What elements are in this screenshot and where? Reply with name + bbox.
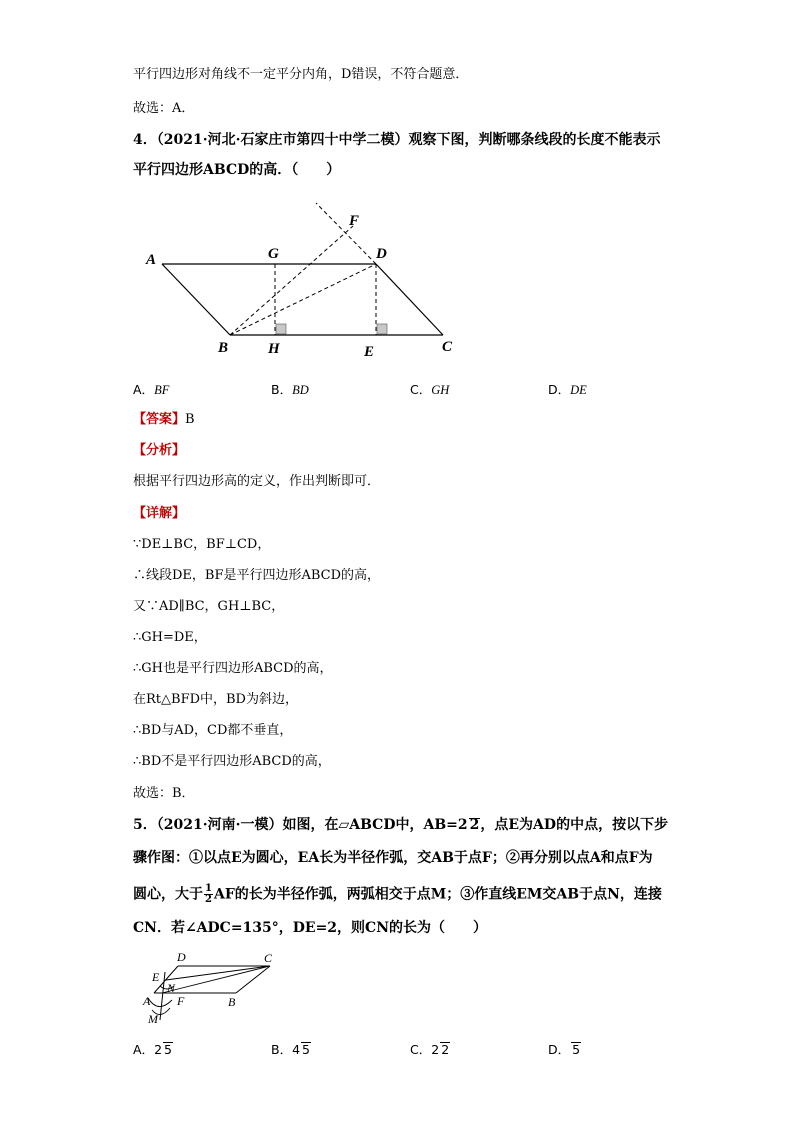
q4-stem-line1: 4．（2021·河北·石家庄市第四十中学二模）观察下图，判断哪条线段的长度不能表示	[133, 132, 661, 148]
q5-stem-text: 圆心，大于	[133, 886, 203, 903]
q4-option-b[interactable]	[271, 380, 309, 398]
answer-value: B	[185, 412, 195, 427]
option-coefficient: 2	[154, 1042, 163, 1057]
q5-stem-text: AF的长为半径作弧，两弧相交于点M；③作直线EM交AB于点N，连接	[213, 886, 662, 903]
radical: 5	[302, 1042, 310, 1057]
option-letter: A．	[133, 382, 155, 397]
option-text: DE	[570, 383, 587, 397]
q4-answer	[133, 412, 195, 428]
label-m: M	[148, 1012, 158, 1026]
radical: 5	[164, 1042, 172, 1057]
q4-detail-line: ∴BD不是平行四边形ABCD的高，	[133, 754, 331, 769]
option-letter: B．	[271, 382, 293, 397]
q5-option-a[interactable]	[133, 1040, 173, 1058]
label-b: B	[218, 340, 229, 356]
option-coefficient: 2	[431, 1042, 440, 1057]
fraction-numerator: 1	[205, 883, 212, 894]
q4-detail-line: 故选：B．	[133, 786, 195, 801]
prev-explanation-line: 平行四边形对角线不一定平分内角，D错误，不符合题意．	[133, 67, 469, 82]
q4-option-c[interactable]	[410, 380, 449, 398]
q4-detail-line: ∵DE⊥BC，BF⊥CD，	[133, 537, 271, 552]
q4-option-d[interactable]	[548, 380, 587, 398]
q4-analysis-tag: 【分析】	[133, 443, 186, 458]
q5-stem-line2: 骤作图：①以点E为圆心，EA长为半径作弧，交AB于点F；②再分别以点A和点F为	[133, 850, 653, 866]
label-n: N	[167, 981, 176, 995]
label-c: C	[264, 951, 273, 965]
q5-stem-text: ，点E为AD的中点，按以下步	[480, 817, 669, 833]
radical: 2	[441, 1042, 450, 1057]
label-c: C	[442, 339, 453, 355]
fraction	[204, 884, 213, 905]
q4-detail-line: 在Rt△BFD中，BD为斜边，	[133, 692, 298, 707]
q4-detail-line: 又∵AD∥BC，GH⊥BC，	[133, 599, 285, 614]
option-letter: A．	[133, 1042, 155, 1057]
q4-parallelogram-figure	[140, 198, 470, 363]
option-text: GH	[431, 383, 450, 397]
label-g: G	[268, 246, 279, 262]
option-letter: C．	[410, 382, 432, 397]
q5-stem-line1	[133, 817, 668, 833]
q4-detail-line: ∴GH=DE，	[133, 630, 207, 645]
label-f: F	[177, 994, 185, 1008]
label-a: A	[143, 994, 151, 1008]
q4-analysis-text: 根据平行四边形高的定义，作出判断即可．	[133, 474, 381, 489]
q5-stem-line4: CN．若∠ADC=135°，DE=2，则CN的长为（ ）	[133, 920, 487, 936]
option-text: BF	[154, 383, 170, 397]
q4-detail-line: ∴线段DE，BF是平行四边形ABCD的高，	[133, 568, 381, 583]
option-letter: C．	[410, 1042, 432, 1057]
option-letter: D．	[548, 1042, 571, 1057]
fraction-denominator: 2	[205, 894, 212, 905]
option-letter: D．	[548, 382, 571, 397]
label-e: E	[364, 344, 375, 360]
q5-construction-figure	[140, 948, 280, 1026]
q5-option-c[interactable]	[410, 1040, 450, 1058]
option-text: BD	[292, 383, 309, 397]
q5-stem-line3	[133, 884, 662, 905]
label-d: D	[376, 246, 387, 262]
q5-stem-text: 5．（2021·河南·一模）如图，在▱ABCD中，AB=2	[133, 817, 468, 833]
q4-detail-line: ∴BD与AD，CD都不垂直，	[133, 723, 293, 738]
q4-option-a[interactable]	[133, 380, 169, 398]
q5-option-d[interactable]	[548, 1040, 581, 1058]
label-b: B	[228, 995, 236, 1009]
label-f: F	[349, 213, 360, 229]
q4-detail-line: ∴GH也是平行四边形ABCD的高，	[133, 661, 333, 676]
answer-tag: 【答案】	[133, 412, 186, 427]
option-coefficient: 4	[292, 1042, 301, 1057]
prev-conclusion-line: 故选：A．	[133, 101, 195, 116]
label-e: E	[152, 970, 160, 984]
q4-stem-line2: 平行四边形ABCD的高．（ ）	[133, 162, 341, 178]
label-d: D	[177, 950, 186, 964]
radical: 2	[469, 817, 480, 833]
label-h: H	[268, 341, 280, 357]
option-letter: B．	[271, 1042, 293, 1057]
label-a: A	[146, 252, 157, 268]
q4-detail-tag: 【详解】	[133, 506, 186, 521]
q5-option-b[interactable]	[271, 1040, 311, 1058]
radical: 5	[572, 1042, 581, 1057]
